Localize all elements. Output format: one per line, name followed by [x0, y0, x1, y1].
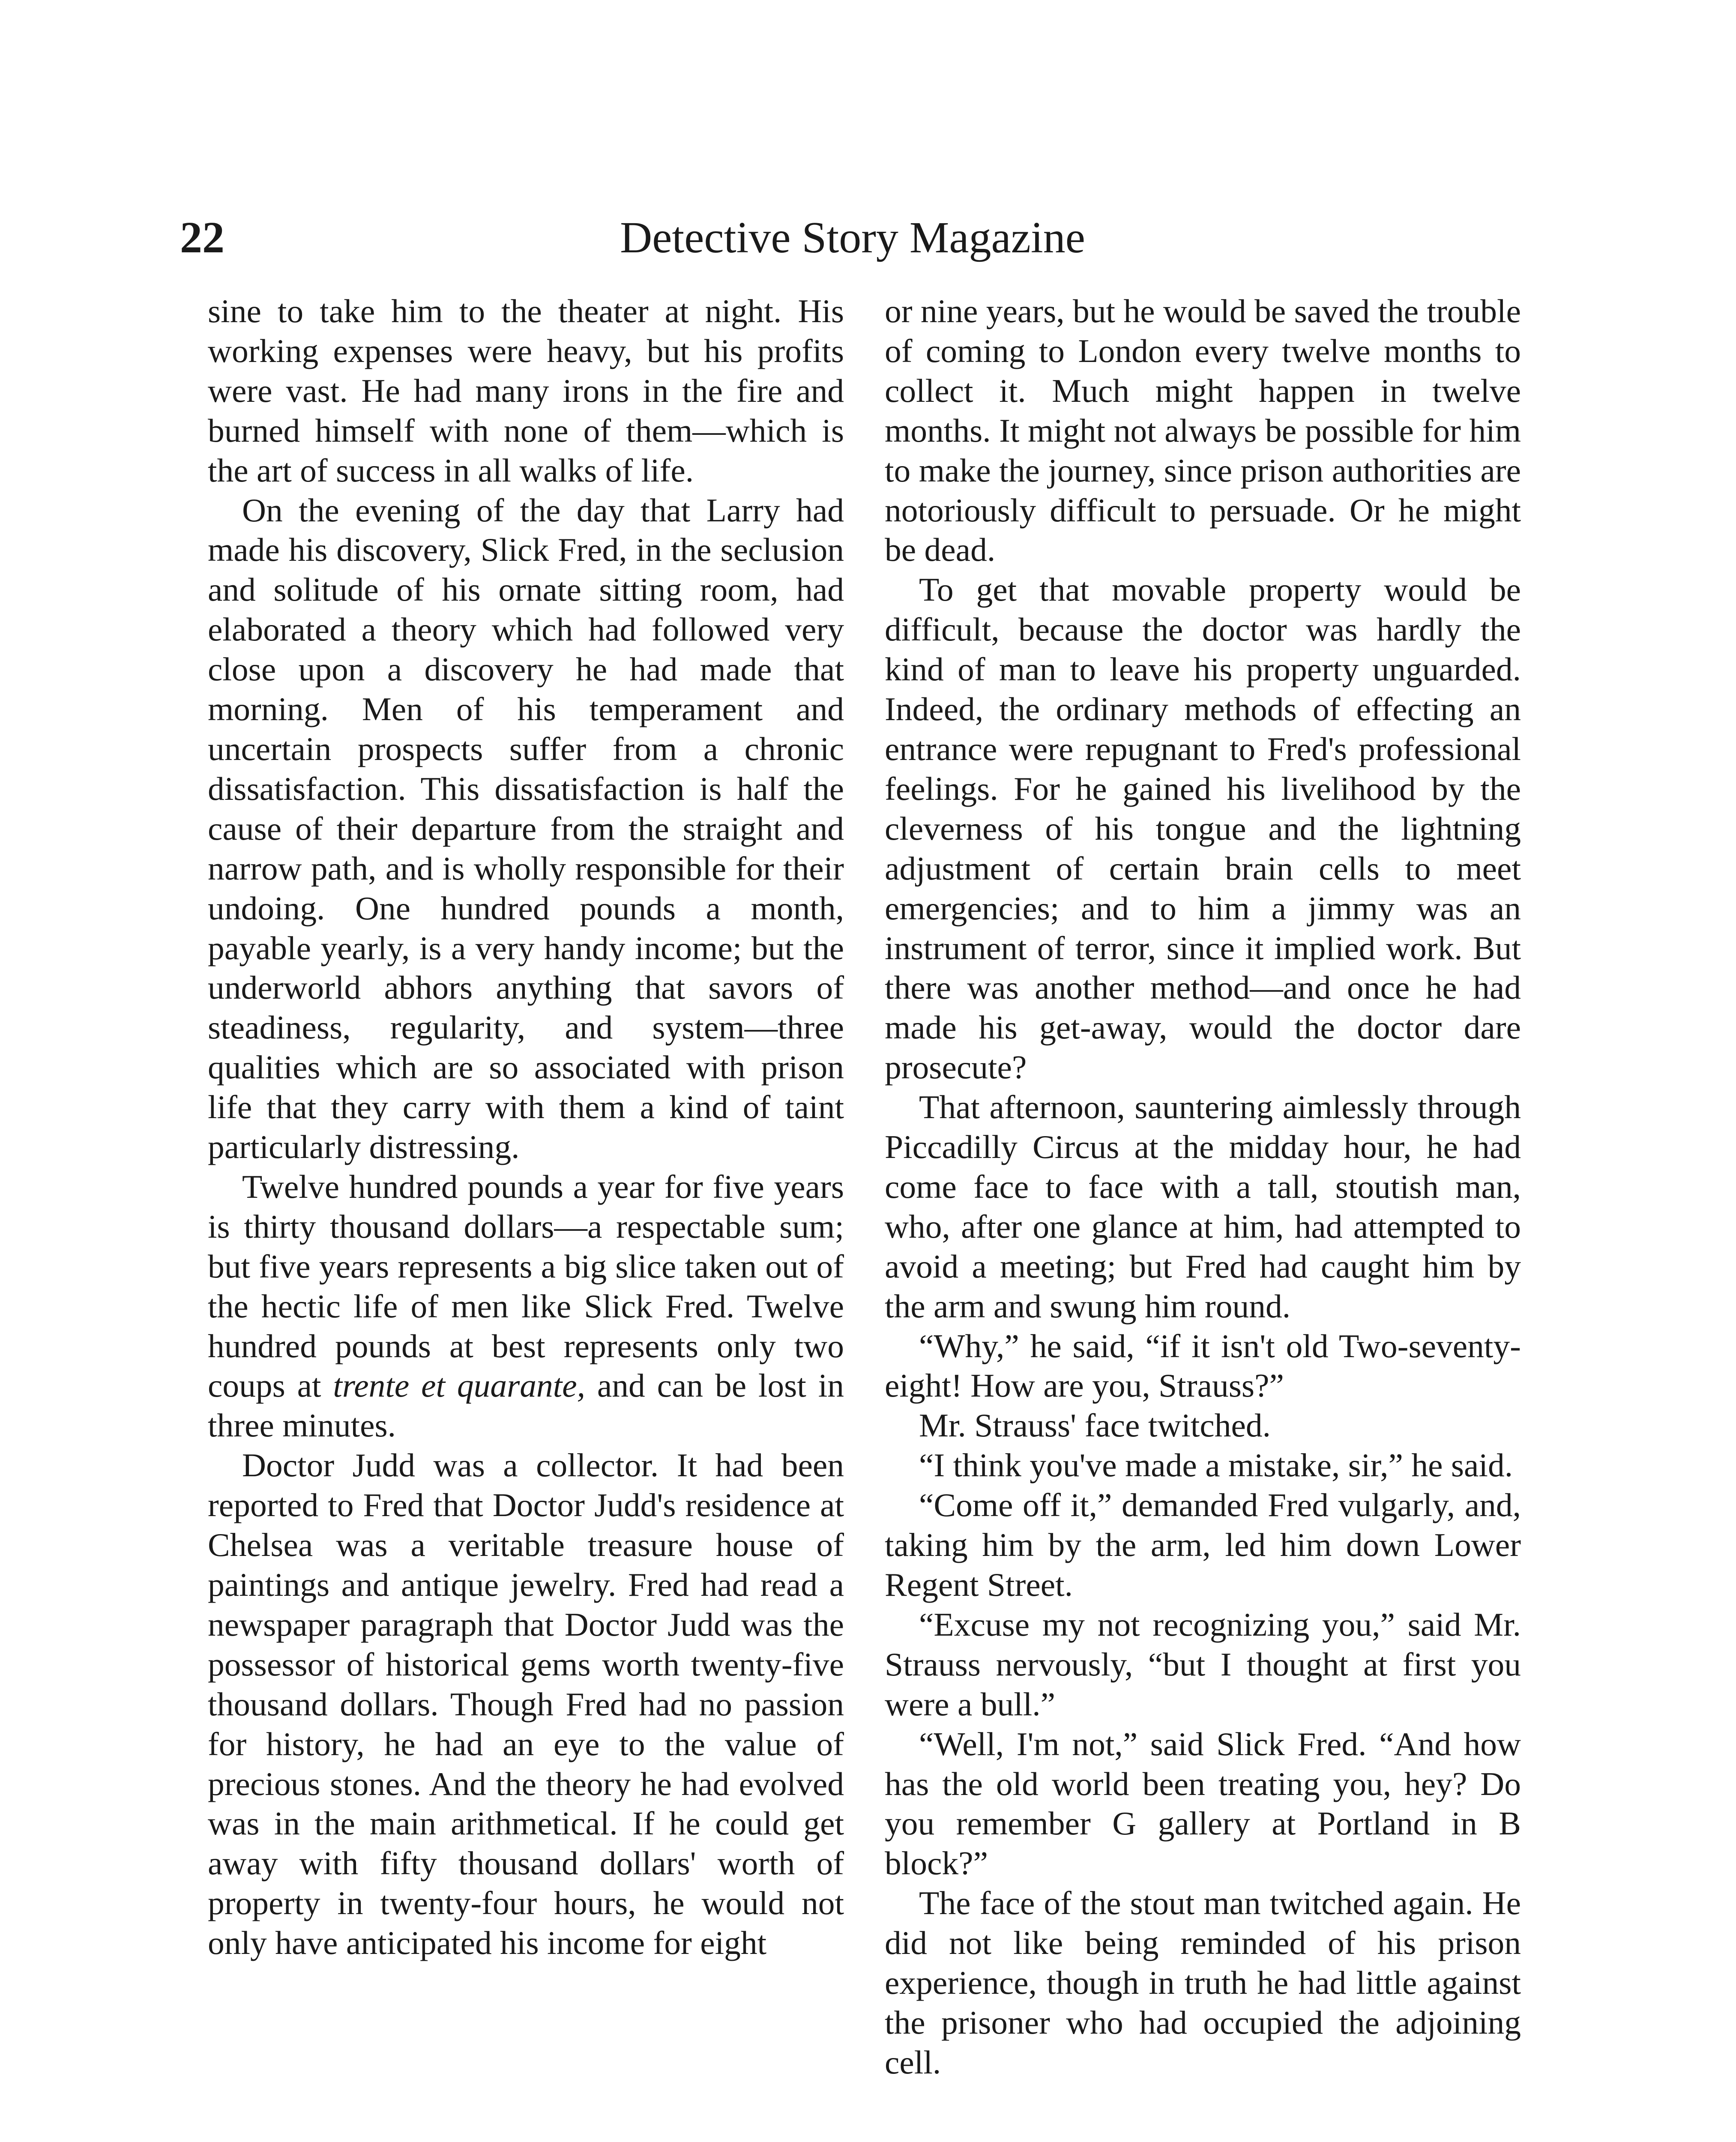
paragraph: On the evening of the day that Larry had made his discovery, Slick Fred, in the seclusion and solitude of his ornate sitting room, had elaborated a theory which had followed very close upon a discovery he had made that morning. Men of his temperament and uncertain prospects suffer from a chronic dissatisfaction. This dissatisfaction is half the cause of their departure from the straight and narrow path, and is wholly responsible for their undoing. One hundred pounds a month, payable yearly, is a very handy income; but the underworld abhors anything that savors of steadiness, regularity, and system—three qualities which are so associated with prison life that they carry with them a kind of taint particularly distressing. — [208, 491, 844, 1166]
right-column — [885, 291, 1521, 2082]
paragraph: “I think you've made a mistake, sir,” he said. — [919, 1447, 1513, 1484]
page-header — [180, 201, 1525, 274]
paragraph: “Well, I'm not,” said Slick Fred. “And how has the old world been treating you, hey? Do you remember G gallery at Portland in B block?” — [885, 1725, 1521, 1882]
paragraph: or nine years, but he would be saved the trouble of coming to London every twelve months to collect it. Much might happen in twelve months. It might not always be possible for him to make the journey, since prison authorities are notoriously difficult to persuade. Or he might be dead. — [885, 293, 1521, 568]
paragraph-text: Twelve hundred pounds a year for five years is thirty thousand dollars—a respectable sum; but five years represents a big slice taken out of the hectic life of men like Slick Fred. Twelve hundred pounds at best represents only two coups at — [208, 1168, 844, 1404]
paragraph: “Come off it,” demanded Fred vulgarly, and, taking him by the arm, led him down Lower Regent Street. — [885, 1487, 1521, 1603]
paragraph: To get that movable property would be difficult, because the doctor was hardly the kind of man to leave his property unguarded. Indeed, the ordinary methods of effecting an entrance were repugnant to Fred's professional feelings. For he gained his livelihood by the cleverness of his tongue and the lightning adjustment of certain brain cells to meet emergencies; and to him a jimmy was an instrument of terror, since it implied work. But there was another method—and once he had made his get-away, would the doctor dare prosecute? — [885, 571, 1521, 1086]
running-title: Detective Story Magazine — [620, 213, 1085, 262]
paragraph-text: and can be lost in three minutes. — [208, 1367, 844, 1444]
page-number: 22 — [180, 213, 224, 262]
left-column — [208, 291, 844, 1963]
paragraph: The face of the stout man twitched again. He did not like being reminded of his prison experience, though in truth he had little against the prisoner who had occupied the adjoining cell. — [885, 1885, 1521, 2081]
paragraph: “Excuse my not recognizing you,” said Mr. Strauss nervously, “but I thought at first you were a bull.” — [885, 1606, 1521, 1723]
paragraph: That afternoon, sauntering aimlessly through Piccadilly Circus at the midday hour, he had come face to face with a tall, stoutish man, who, after one glance at him, had attempted to avoid a meeting; but Fred had caught him by the arm and swung him round. — [885, 1089, 1521, 1325]
paragraph: Mr. Strauss' face twitched. — [919, 1407, 1271, 1444]
italic-phrase: trente et quarante, — [333, 1367, 586, 1404]
paragraph: Doctor Judd was a collector. It had been reported to Fred that Doctor Judd's residence at Chelsea was a veritable treasure house of paintings and antique jewelry. Fred had read a newspaper paragraph that Doctor Judd was the possessor of historical gems worth twenty-five thousand dollars. Though Fred had no passion for history, he had an eye to the value of precious stones. And the theory he had evolved was in the main arithmetical. If he could get away with fifty thousand dollars' worth of property in twenty-four hours, he would not only have anticipated his income for eight — [208, 1447, 844, 1962]
paragraph: “Why,” he said, “if it isn't old Two-seventy-eight! How are you, Strauss?” — [885, 1327, 1521, 1404]
paragraph: sine to take him to the theater at night. His working expenses were heavy, but his profits were vast. He had many irons in the fire and burned himself with none of them—which is the art of success in all walks of life. — [208, 293, 844, 489]
paragraph — [208, 1167, 844, 1445]
